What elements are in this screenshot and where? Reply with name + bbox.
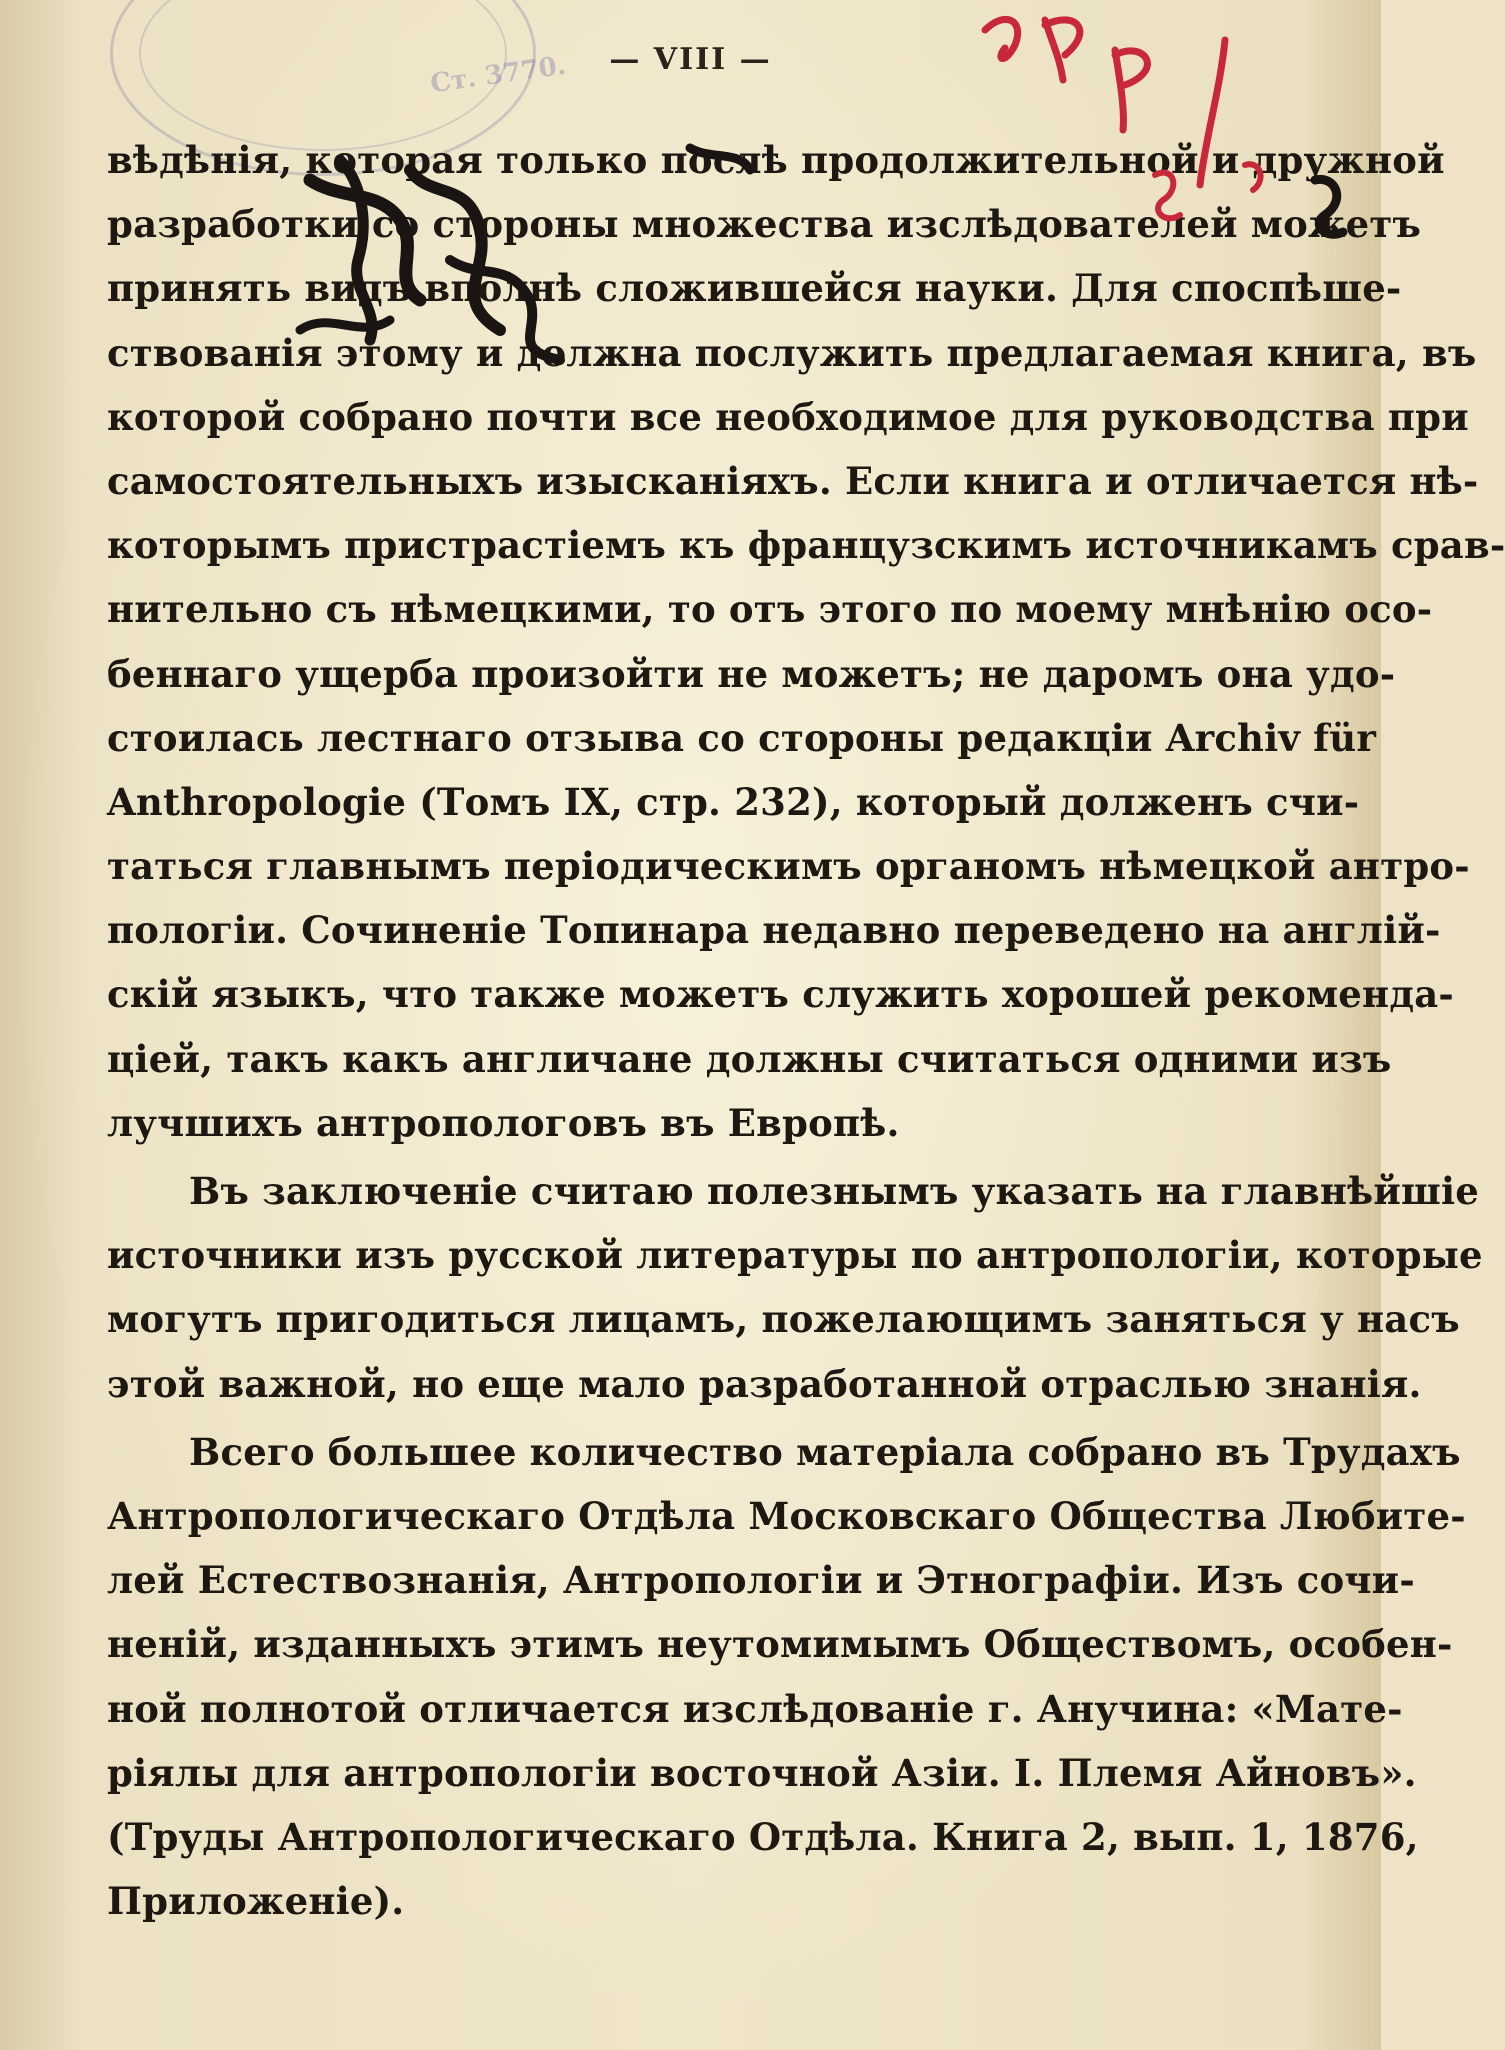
text-line: лучшихъ антропологовъ въ Европѣ. [107, 1100, 900, 1145]
text-line: вѣдѣнія, которая только послѣ продолжительной и дружной [107, 138, 1445, 182]
text-line: (Труды Антропологическаго Отдѣла. Книга 2, вып. 1, 1876, [107, 1814, 1419, 1859]
text-line: скій языкъ, что также можетъ служить хорошей рекоменда- [107, 972, 1454, 1017]
text-line: Всего большее количество матеріала собрано въ Трудахъ [189, 1429, 1461, 1474]
text-line: разработки со стороны множества изслѣдователей можетъ [107, 202, 1422, 247]
ink-blot-marks [300, 140, 780, 370]
text-line: беннаго ущерба произойти не можетъ; не даромъ она удо- [107, 651, 1396, 696]
text-line: стоилась лестнаго отзыва со стороны редакціи Archiv für [107, 715, 1377, 760]
text-line: которой собрано почти все необходимое для руководства при [107, 394, 1469, 439]
text-line: принять видъ вполнѣ сложившейся науки. Для споспѣше- [107, 266, 1402, 311]
text-line: Приложеніе). [107, 1879, 405, 1924]
text-line: неній, изданныхъ этимъ неутомимымъ Обществомъ, особен- [107, 1622, 1453, 1667]
paragraph-2 [107, 1159, 1483, 1416]
text-line: ціей, такъ какъ англичане должны считаться одними изъ [107, 1036, 1392, 1081]
text-line: этой важной, но еще мало разработанной отраслью знанія. [107, 1361, 1422, 1406]
text-line: лей Естествознанія, Антропологіи и Этнографіи. Изъ сочи- [107, 1558, 1415, 1603]
text-line: нительно съ нѣмецкими, то отъ этого по моему мнѣнію осо- [107, 587, 1433, 632]
text-line: источники изъ русской литературы по антропологіи, которые [107, 1233, 1483, 1278]
text-line: ріялы для антропологіи восточной Азіи. I. Племя Айновъ». [107, 1750, 1417, 1795]
text-line: пологіи. Сочиненіе Топинара недавно переведено на англій- [107, 908, 1441, 953]
text-line: ной полнотой отличается изслѣдованіе г. Анучина: «Мате- [107, 1686, 1403, 1731]
text-line: Въ заключеніе считаю полезнымъ указать на главнѣйшіе [189, 1169, 1479, 1213]
text-line: могутъ пригодиться лицамъ, пожелающимъ заняться у насъ [107, 1297, 1460, 1342]
text-line: таться главнымъ періодическимъ органомъ нѣмецкой антро- [107, 844, 1470, 889]
paragraph-3 [107, 1420, 1466, 1934]
stamp-number: Ст. 3770. [428, 50, 568, 100]
body-text [107, 128, 1505, 1933]
text-line: Антропологическаго Отдѣла Московскаго Общества Любите- [107, 1493, 1466, 1538]
text-line: Anthropologie (Томъ IX, стр. 232), который долженъ счи- [107, 779, 1360, 824]
page-number: — VIII — [609, 42, 772, 77]
red-pencil-annotation [975, 0, 1355, 290]
text-line: самостоятельныхъ изысканіяхъ. Если книга и отличается нѣ- [107, 458, 1479, 503]
text-line: которымъ пристрастіемъ къ французскимъ источникамъ срав- [107, 523, 1505, 568]
text-line: ствованія этому и должна послужить предлагаемая книга, въ [107, 330, 1477, 375]
